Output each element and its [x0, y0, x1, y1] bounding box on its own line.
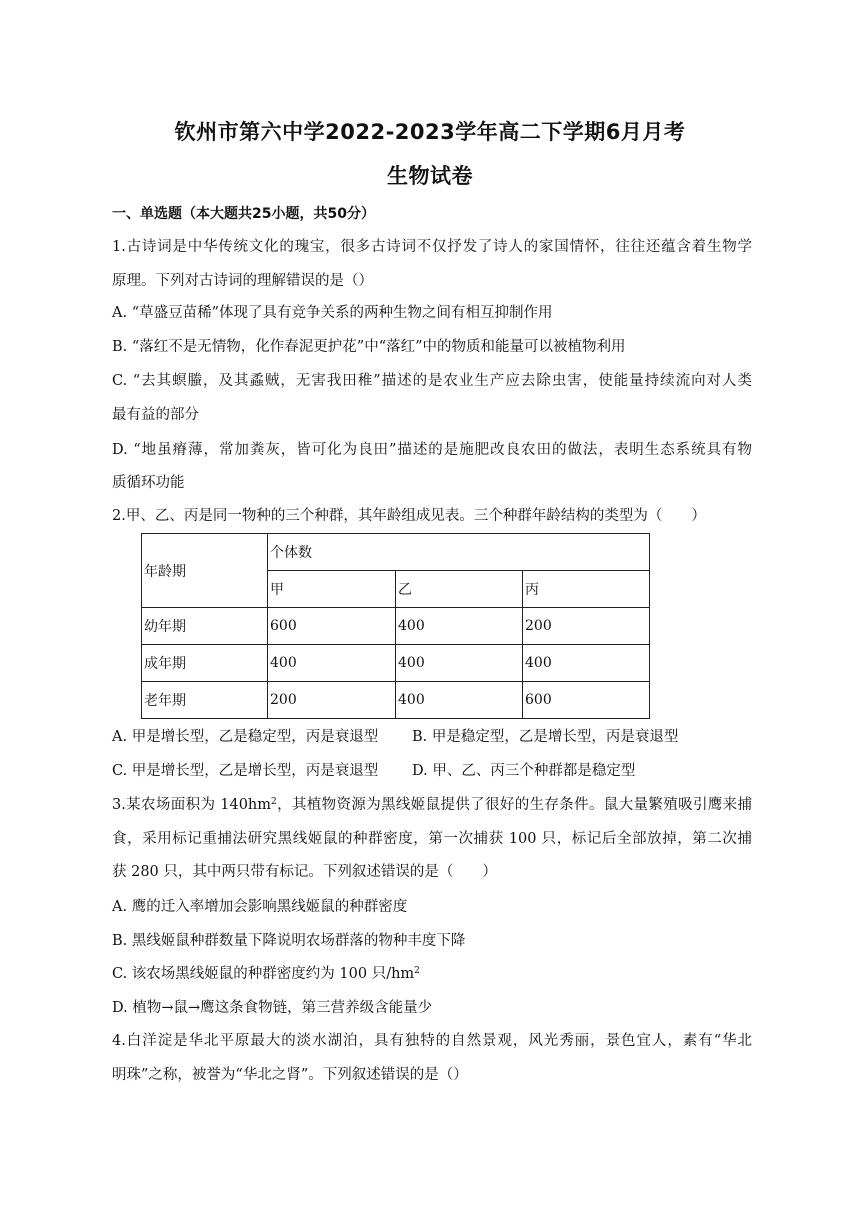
table-col-yi: 乙 — [396, 571, 523, 608]
q1-option-a: A. “草盛豆苗稀”体现了具有竞争关系的两种生物之间有相互抑制作用 — [112, 305, 553, 321]
table-cell: 200 — [268, 682, 396, 719]
q2-option-d: D. 甲、乙、丙三个种群都是稳定型 — [412, 763, 636, 779]
table-row — [142, 682, 650, 719]
q2-options-row1 — [112, 727, 679, 747]
q1-option-d-line1: D. “地虽瘠薄，常加粪灰，皆可化为良田”描述的是施肥改良农田的做法，表明生态系统具有物 — [112, 442, 752, 458]
q1-option-c-line2: 最有益的部分 — [112, 407, 199, 423]
q2-options-row2 — [112, 761, 636, 781]
table-cell: 400 — [396, 645, 523, 682]
table-cell: 600 — [523, 682, 650, 719]
q1-option-d-line2: 质循环功能 — [112, 475, 185, 491]
q3-option-c-text: C. 该农场黑线姬鼠的种群密度约为 100 只/hm — [112, 966, 415, 982]
q2-stem: 2.甲、乙、丙是同一物种的三个种群，其年龄组成见表。三个种群年龄结构的类型为（ ） — [112, 508, 706, 524]
superscript: 2 — [271, 797, 277, 807]
q3-stem-text: 3.某农场面积为 140hm — [112, 797, 272, 813]
q3-option-c — [112, 964, 752, 984]
table-cell: 600 — [268, 608, 396, 645]
q2-option-c: C. 甲是增长型，乙是增长型，丙是衰退型 — [112, 763, 379, 779]
table-col-bing: 丙 — [523, 571, 650, 608]
q1-option-b: B. “落红不是无情物，化作春泥更护花”中“落红”中的物质和能量可以被植物利用 — [112, 339, 626, 355]
table-cell: 200 — [523, 608, 650, 645]
table-cell: 400 — [268, 645, 396, 682]
q3-stem-text: ，其植物资源为黑线姬鼠提供了很好的生存条件。鼠大量繁殖吸引鹰来捕 — [276, 797, 753, 813]
table-row-label: 幼年期 — [142, 608, 268, 645]
q1-stem-line1: 1.古诗词是中华传统文化的瑰宝，很多古诗词不仅抒发了诗人的家国情怀，往往还蕴含着生物学 — [112, 239, 752, 255]
q3-option-b: B. 黑线姬鼠种群数量下降说明农场群落的物种丰度下降 — [112, 933, 466, 949]
age-structure-table — [141, 533, 650, 719]
table-cell: 400 — [396, 682, 523, 719]
superscript: 2 — [414, 966, 420, 976]
q2-option-a: A. 甲是增长型，乙是稳定型，丙是衰退型 — [112, 729, 379, 745]
q3-stem-line2: 食，采用标记重捕法研究黑线姬鼠的种群密度，第一次捕获 100 只，标记后全部放掉，第二次捕 — [112, 831, 752, 847]
q1-stem-line2: 原理。下列对古诗词的理解错误的是（） — [112, 273, 373, 289]
table-row-label: 老年期 — [142, 682, 268, 719]
table-cell: 400 — [523, 645, 650, 682]
table-row-label: 成年期 — [142, 645, 268, 682]
exam-subtitle: 生物试卷 — [387, 164, 473, 188]
table-col-jia: 甲 — [268, 571, 396, 608]
q4-stem-line2: 明珠”之称，被誉为“华北之肾”。下列叙述错误的是（） — [112, 1067, 468, 1083]
q1-option-c-line1: C. “去其螟螣，及其蟊贼，无害我田稚”描述的是农业生产应去除虫害，使能量持续流向对人类 — [112, 373, 752, 389]
q3-option-a: A. 鹰的迁入率增加会影响黑线姬鼠的种群密度 — [112, 899, 408, 915]
table-cell: 400 — [396, 608, 523, 645]
q4-stem-line1: 4.白洋淀是华北平原最大的淡水湖泊，具有独特的自然景观，风光秀丽，景色宜人，素有“华北 — [112, 1033, 752, 1049]
table-header-age: 年龄期 — [142, 534, 268, 608]
table-row — [142, 645, 650, 682]
table-header-count: 个体数 — [268, 534, 650, 571]
q3-option-d: D. 植物→鼠→鹰这条食物链，第三营养级含能量少 — [112, 1000, 433, 1016]
section-heading: 一、单选题（本大题共25小题，共50分） — [112, 206, 375, 222]
table-row — [142, 608, 650, 645]
exam-title: 钦州市第六中学2022-2023学年高二下学期6月月考 — [174, 120, 686, 144]
q3-stem-line3: 获 280 只，其中两只带有标记。下列叙述错误的是（ ） — [112, 864, 497, 880]
q2-option-b: B. 甲是稳定型，乙是增长型，丙是衰退型 — [412, 729, 679, 745]
q3-stem-line1 — [112, 795, 752, 815]
